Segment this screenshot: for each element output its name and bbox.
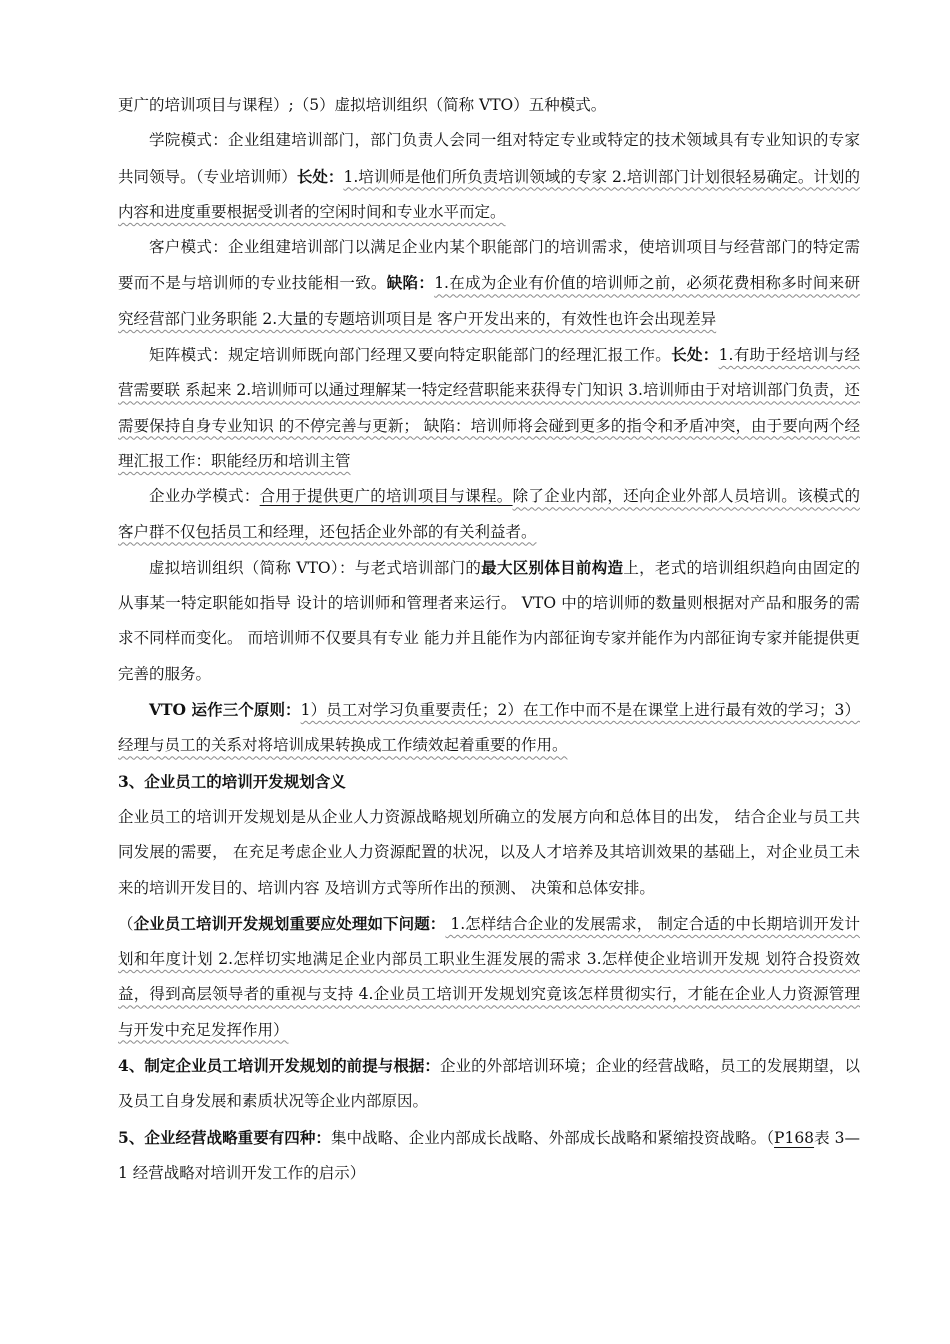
document-body bbox=[118, 88, 860, 1191]
paragraph-planning-premise: 4、制定企业员工培训开发规划的前提与根据：企业的外部培训环境；企业的经营战略，员工的发展期望，以及员工自身发展和素质状况等企业内部原因。 bbox=[118, 1056, 860, 1111]
paragraph-corporate-school-mode: 企业办学模式：合用于提供更广的培训项目与课程。除了企业内部，还向企业外部人员培训。该模式的客户群不仅包括员工和经理，还包括企业外部的有关利益者。 bbox=[118, 487, 860, 541]
paragraph-vto-principles: VTO 运作三个原则：1）员工对学习负重要责任；2）在工作中而不是在课堂上进行最有效的学习；3）经理与员工的关系对将培训成果转换成工作绩效起着重要的作用。 bbox=[118, 700, 860, 755]
paragraph-planning-definition: 企业员工的培训开发规划是从企业人力资源战略规划所确立的发展方向和总体目的出发， 结合企业与员工共同发展的需要， 在充足考虑企业人力资源配置的状况，以及人才培养及其培训效果的基础上，对企业员工未来的培训开发目的、培训内容 及培训方式等所作出的预测、 决策和总体安排。 bbox=[118, 807, 860, 897]
paragraph-college-mode: 学院模式：企业组建培训部门，部门负责人会同一组对特定专业或特定的技术领域具有专业知识的专家共同领导。（专业培训师）长处：1.培训师是他们所负责培训领域的专家 2.培训部门计划很轻易确定。计划的内容和进度重要根据受训者的空闲时间和专业水平而定。 bbox=[118, 131, 860, 221]
paragraph-matrix-mode: 矩阵模式：规定培训师既向部门经理又要向特定职能部门的经理汇报工作。长处：1.有助于经培训与经营需要联 系起来 2.培训师可以通过理解某一特定经营职能来获得专门知识 3.培训师由于对培训部门负责，还需要保持自身专业知识 的不停完善与更新； 缺陷：培训师将会碰到更多的指令和矛盾冲突，由于要向两个经理汇报工作：职能经历和培训主管 bbox=[118, 345, 860, 470]
paragraph-intro: 更广的培训项目与课程）;（5）虚拟培训组织（简称 VTO）五种模式。 bbox=[118, 96, 607, 114]
paragraph-vto: 虚拟培训组织（简称 VTO）：与老式培训部门的最大区别体目前构造上，老式的培训组织趋向由固定的从事某一特定职能如指导 设计的培训师和管理者来运行。 VTO 中的培训师的数量则根据对产品和服务的需求不同样而变化。 而培训师不仅要具有专业 能力并且能作为内部征询专家并能作为内部征询专家并能提供更完善的服务。 bbox=[118, 557, 860, 683]
paragraph-business-strategies: 5、企业经营战略重要有四种：集中战略、企业内部成长战略、外部成长战略和紧缩投资战略。（P168表 3—1 经营战略对培训开发工作的启示） bbox=[118, 1127, 860, 1182]
paragraph-planning-issues: （企业员工培训开发规划重要应处理如下问题： 1.怎样结合企业的发展需求， 制定合适的中长期培训开发计划和年度计划 2.怎样切实地满足企业内部员工职业生涯发展的需求 3.怎样使企业培训开发规 划符合投资效益，得到高层领导者的重视与支持 4.企业员工培训开发规划究竟该怎样贯彻实行，才能在企业人力资源管理 与开发中充足发挥作用） bbox=[118, 913, 860, 1039]
paragraph-client-mode: 客户模式：企业组建培训部门以满足企业内某个职能部门的培训需求，使培训项目与经营部门的特定需要而不是与培训师的专业技能相一致。缺陷：1.在成为企业有价值的培训师之前，必须花费相称多时间来研究经营部门业务职能 2.大量的专题培训项目是 客户开发出来的，有效性也许会出现差异 bbox=[118, 238, 860, 328]
section-heading-3: 3、企业员工的培训开发规划含义 bbox=[118, 771, 346, 791]
page-reference-link: P168 bbox=[774, 1128, 815, 1147]
